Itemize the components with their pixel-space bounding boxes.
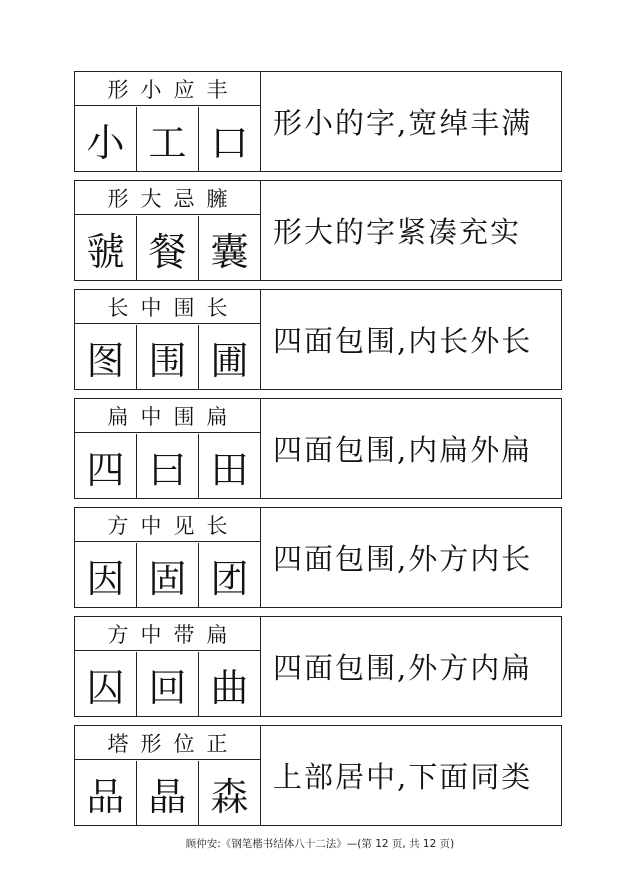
rule-left-panel	[75, 72, 261, 171]
example-char: 团	[198, 543, 260, 607]
rule-block	[74, 398, 562, 499]
example-characters	[75, 434, 260, 498]
example-characters	[75, 652, 260, 716]
example-char: 晶	[136, 761, 198, 825]
example-char: 四	[86, 447, 125, 492]
rule-description: 形小的字,宽绰丰满	[273, 106, 533, 140]
example-char: 口	[198, 107, 260, 171]
rule-description: 上部居中,下面同类	[273, 760, 533, 794]
example-char: 因	[86, 556, 125, 601]
example-char: 曲	[198, 652, 260, 716]
rule-block	[74, 616, 562, 717]
example-char: 围	[136, 325, 198, 389]
example-char: 圃	[198, 325, 260, 389]
example-char: 森	[198, 761, 260, 825]
example-char: 餐	[136, 216, 198, 280]
rule-block	[74, 180, 562, 281]
example-char: 曰	[136, 434, 198, 498]
example-char: 工	[136, 107, 198, 171]
example-char: 小	[86, 120, 125, 165]
page-footer: 顾仲安:《钢笔楷书结体八十二法》—(第 12 页, 共 12 页)	[185, 838, 455, 850]
rule-title: 形小应丰	[75, 72, 260, 106]
rule-description: 形大的字紧凑充实	[273, 215, 522, 249]
rule-description: 四面包围,内扁外扁	[273, 433, 533, 467]
rule-left-panel	[75, 726, 261, 825]
example-characters	[75, 325, 260, 389]
example-characters	[75, 107, 260, 171]
rule-title: 塔形位正	[75, 726, 260, 760]
rule-left-panel	[75, 399, 261, 498]
example-char: 囊	[198, 216, 260, 280]
rule-left-panel	[75, 617, 261, 716]
rule-title: 扁中围扁	[75, 399, 260, 433]
rule-description: 四面包围,内长外长	[273, 324, 533, 358]
rule-block	[74, 289, 562, 390]
rules-sheet	[74, 71, 562, 834]
example-char: 田	[198, 434, 260, 498]
rule-title: 方中见长	[75, 508, 260, 542]
rule-left-panel	[75, 290, 261, 389]
rule-title: 方中带扁	[75, 617, 260, 651]
rule-description: 四面包围,外方内长	[273, 542, 533, 576]
example-characters	[75, 216, 260, 280]
example-char: 图	[86, 338, 125, 383]
rule-block	[74, 725, 562, 826]
rule-left-panel	[75, 181, 261, 280]
example-char: 品	[86, 774, 125, 819]
example-char: 回	[136, 652, 198, 716]
rule-description: 四面包围,外方内扁	[273, 651, 533, 685]
rule-title: 长中围长	[75, 290, 260, 324]
rule-block	[74, 71, 562, 172]
example-characters	[75, 543, 260, 607]
example-char: 虢	[86, 229, 125, 274]
rule-left-panel	[75, 508, 261, 607]
rule-title: 形大忌臃	[75, 181, 260, 215]
example-char: 固	[136, 543, 198, 607]
rule-block	[74, 507, 562, 608]
example-characters	[75, 761, 260, 825]
example-char: 囚	[86, 665, 125, 710]
